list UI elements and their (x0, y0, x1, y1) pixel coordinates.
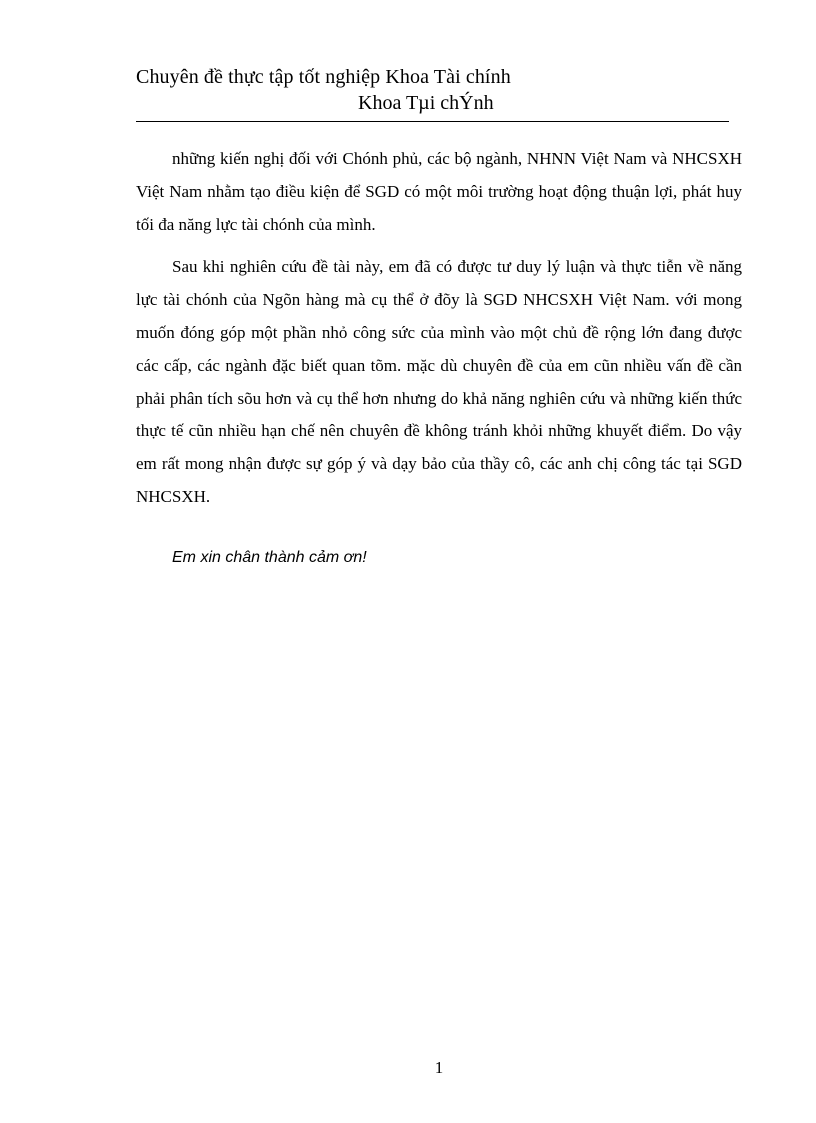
header-subtitle: Khoa Tµi chÝnh (358, 92, 494, 114)
header-divider (136, 121, 729, 122)
page-number: 1 (434, 1058, 444, 1077)
paragraph-conclusion: Sau khi nghiên cứu đề tài này, em đã có được tư duy lý luận và thực tiễn về năng lực tài chónh của Ngõn hàng mà cụ thể ở đõy là SGD NHCSXH Việt Nam. với mong muốn đóng góp một phần nhỏ công sức của mình vào một chủ đề rộng lớn đang được các cấp, các ngành đặc biết quan tõm. mặc dù chuyên đề của em cũn nhiều vấn đề cần phải phân tích sõu hơn và cụ thể hơn nhưng do khả năng nghiên cứu và những kiến thức thực tế cũn nhiều hạn chế nên chuyên đề không tránh khỏi những khuyết điểm. Do vậy em rất mong nhận được sự góp ý và dạy bảo của thầy cô, các anh chị công tác tại SGD NHCSXH. (136, 257, 742, 506)
header-title: Chuyên đề thực tập tốt nghiệp Khoa Tài chính (136, 66, 511, 88)
closing-thanks: Em xin chân thành cảm ơn! (172, 549, 367, 566)
body-text (136, 143, 742, 524)
paragraph-recommendations: những kiến nghị đối với Chónh phủ, các bộ ngành, NHNN Việt Nam và NHCSXH Việt Nam nhằm tạo điều kiện để SGD có một môi trường hoạt động thuận lợi, phát huy tối đa năng lực tài chónh của mình. (136, 149, 742, 234)
